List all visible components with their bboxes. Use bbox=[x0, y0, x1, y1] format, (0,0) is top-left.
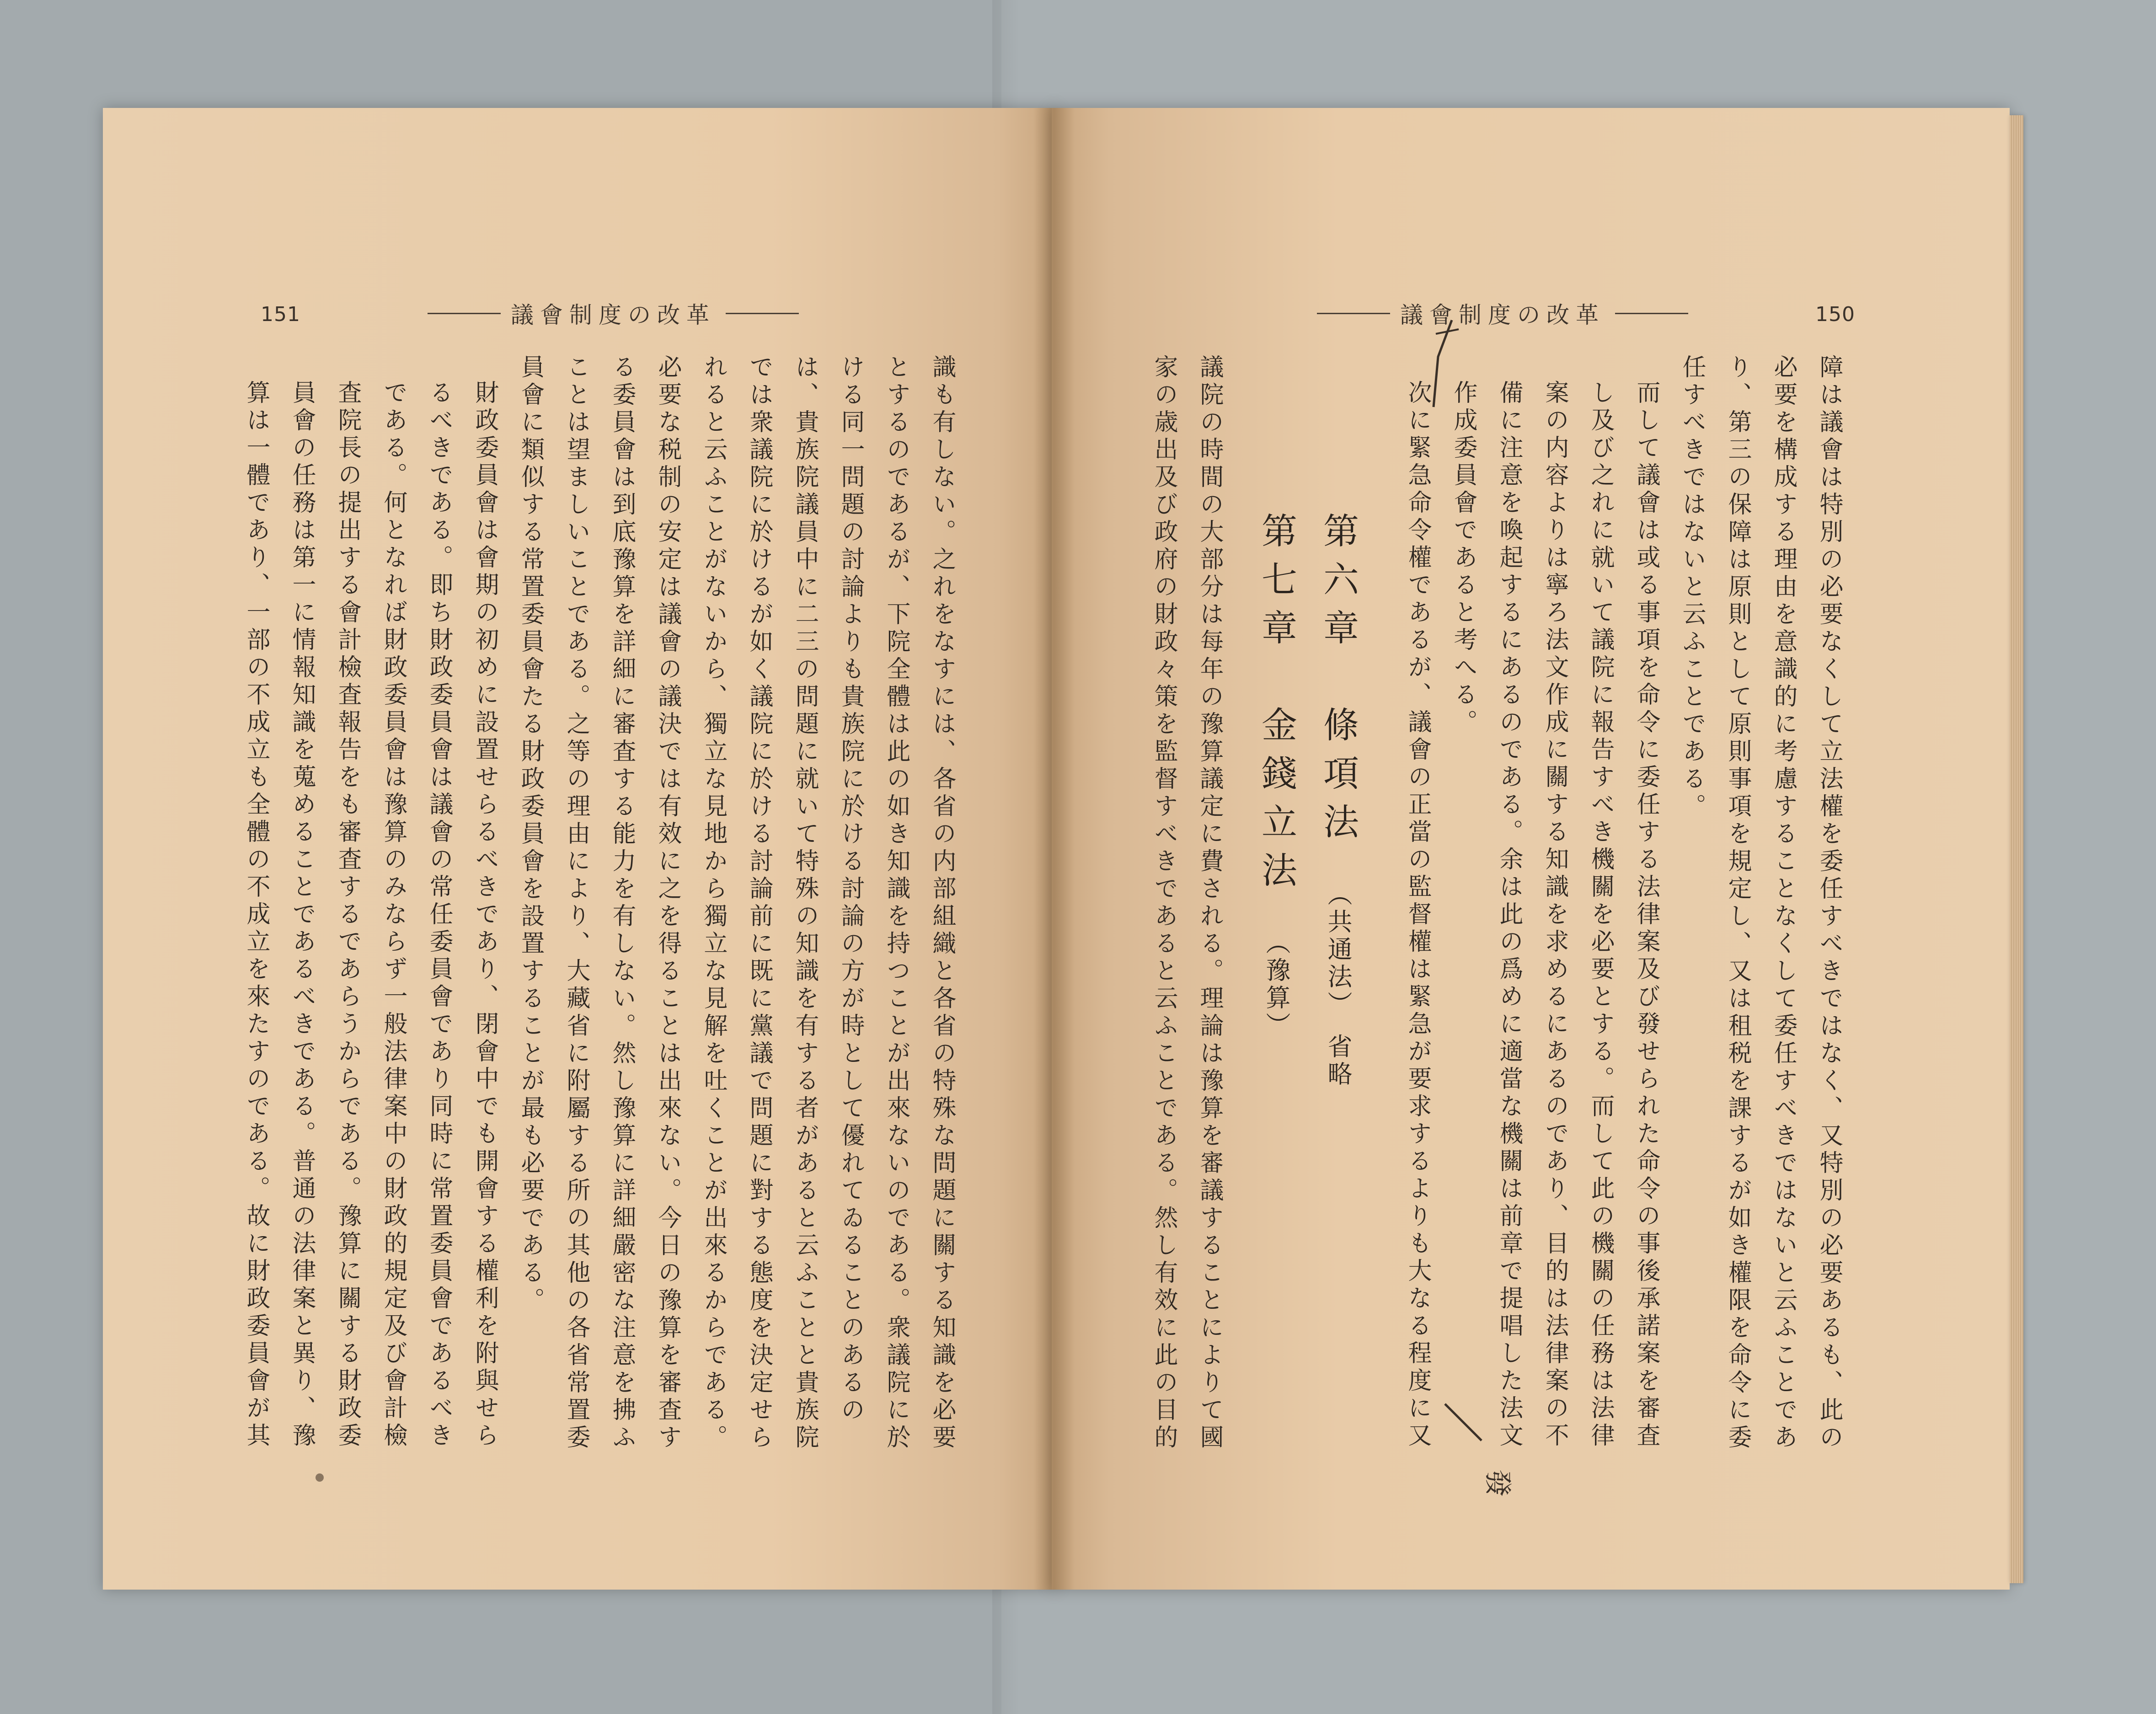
running-head-rule bbox=[1615, 313, 1688, 314]
paragraph: 財政委員會は會期の初めに設置せらるべきであり、閉會中でも開會する權利を附與せらるべきである。即ち財政委員會は議會の常任委員會であり同時に常置委員會であるべきである。何となれば財政委員會は豫算のみならず一般法律案中の財政的規定及び會計檢査院長の提出する會計檢査報告をも審査するであらうからである。豫算に關する財政委員會の任務は第一に情報知識を蒐めることであるべきである。普通の法律案と異り、豫算は一體であり、一部の不成立も全體の不成立を來たすのである。故に財政委員會が其 bbox=[242, 380, 498, 1450]
chapter-7-title: 第七章 金錢立法 bbox=[1256, 512, 1297, 900]
running-head-rule bbox=[428, 313, 501, 314]
chapter-6-heading bbox=[1312, 512, 1364, 1088]
right-page-body-upper bbox=[1386, 354, 1852, 1452]
right-running-head bbox=[1317, 297, 1688, 329]
chapter-7-note: （豫算） bbox=[1262, 930, 1291, 1040]
paragraph: 障は議會は特別の必要なくして立法權を委任すべきではなく、又特別の必要あるも、此の必要を構成する理由を意識的に考慮することなくして委任すべきではないと云ふことであり、第三の保障は原則として原則事項を規定し、又は租税を課するが如き權限を命令に委任すべきではないと云ふことである。 bbox=[1678, 354, 1843, 1452]
left-page-number: 151 bbox=[261, 303, 300, 326]
paragraph: 議院の時間の大部分は每年の豫算議定に費される。理論は豫算を審議することによりて國家の歳出及び政府の財政々策を監督すべきであると云ふことである。然し有效に此の目的 bbox=[1150, 354, 1223, 1452]
handwritten-stroke-icon bbox=[1420, 316, 1461, 412]
running-head-rule bbox=[726, 313, 799, 314]
right-running-head-text: 議會制度の改革 bbox=[1400, 302, 1605, 328]
left-running-head bbox=[428, 297, 799, 329]
running-head-rule bbox=[1317, 313, 1390, 314]
chapter-6-note: （共通法） 省略 bbox=[1324, 881, 1353, 1089]
right-page-body-lower bbox=[1141, 354, 1232, 1452]
book-gutter bbox=[1033, 108, 1075, 1590]
left-running-head-text: 議會制度の改革 bbox=[511, 302, 716, 328]
chapter-7-heading bbox=[1251, 512, 1302, 1039]
chapter-6-title: 第六章 條項法 bbox=[1317, 512, 1359, 852]
paragraph: 識も有しない。之れをなすには、各省の内部組織と各省の特殊な問題に關する知識を必要とするのであるが、下院全體は此の如き知識を持つことが出來ないのである。衆議院に於ける同一問題の討論よりも貴族院に於ける討論の方が時として優れてゐることのあるのは、貴族院議員中に二三の問題に就いて特殊の知識を有する者があると云ふことと貴族院では衆議院に於けるが如く議院に於ける討論前に既に黨議で問題に對する態度を決定せられると云ふことがないから、獨立な見地から獨立な見解を吐くことが出來るからである。必要な税制の安定は議會の議決では有效に之を得ることは出來ない。今日の豫算を審査する委員會は到底豫算を詳細に審査する能力を有しない。然し豫算に詳細嚴密な注意を拂ふことは望ましいことである。之等の理由により、大藏省に附屬する所の其他の各省常置委員會に類似する常置委員會たる財政委員會を設置することが最も必要である。 bbox=[517, 354, 956, 1452]
handwritten-character: 發 bbox=[1482, 1469, 1514, 1497]
paragraph: 而して議會は或る事項を命令に委任する法律案及び發せられた命令の事後承諾案を審査し及び之れに就いて議院に報告すべき機關を必要とする。而して此の機關の任務は法律案の内容よりは寧ろ法文作成に關する知識を求めるにあるのであり、目的は法律案の不備に注意を喚起するにあるのである。余は此の爲めに適當な機關は前章で提唱した法文作成委員會であると考へる。 bbox=[1450, 380, 1660, 1450]
handwritten-stroke-icon bbox=[1440, 1399, 1491, 1450]
ink-spot bbox=[316, 1473, 324, 1482]
right-page-number: 150 bbox=[1815, 303, 1855, 326]
page-stack-edge bbox=[2010, 115, 2023, 1583]
left-page-body bbox=[242, 354, 965, 1452]
paragraph: 次に緊急命令權であるが、議會の正當の監督權は緊急が要求するよりも大なる程度に又 bbox=[1404, 380, 1431, 1450]
